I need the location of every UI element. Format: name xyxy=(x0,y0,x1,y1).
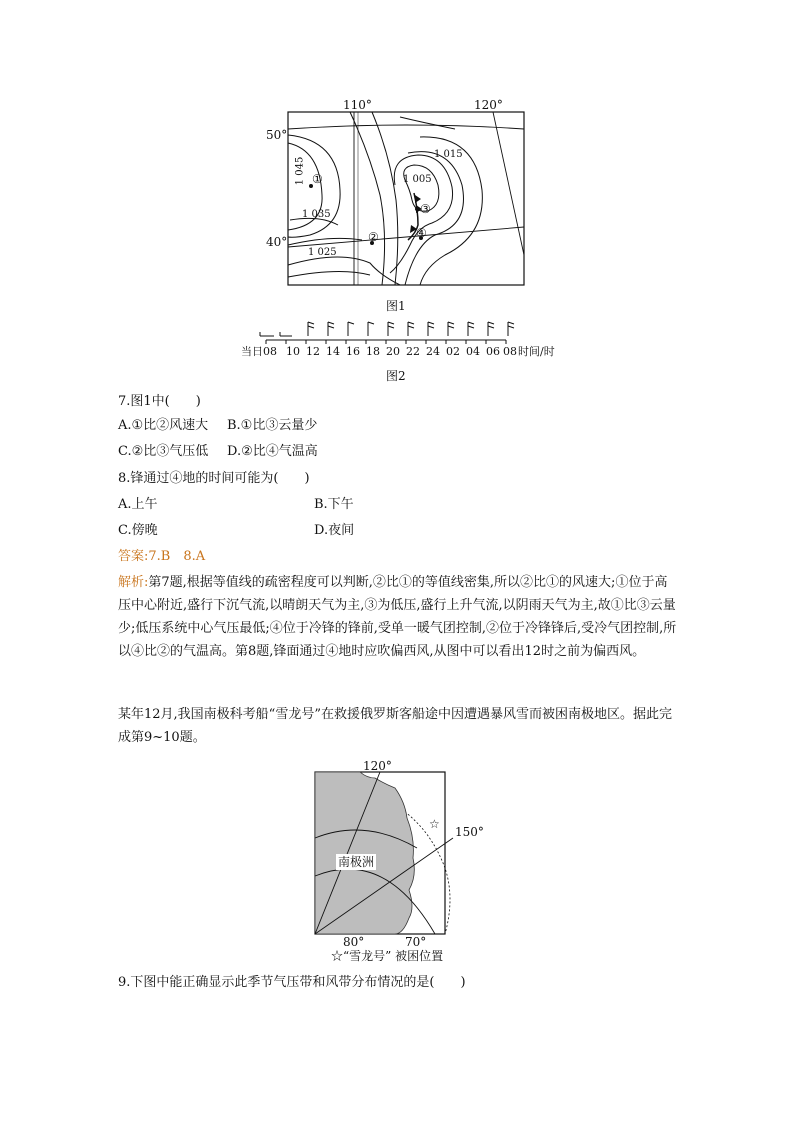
intro-paragraph: 某年12月,我国南极科考船“雪龙号”在救援俄罗斯客船途中因遭遇暴风雪而被困南极地区。据此完成第9~10题。 xyxy=(118,707,672,745)
q7-option-b[interactable]: B.①比③云量少 xyxy=(227,418,318,433)
axis-unit-label: 时间/时 xyxy=(518,345,555,358)
map-legend: ☆“雪龙号” 被困位置 xyxy=(331,949,444,963)
lon-label-150: 150° xyxy=(455,825,484,839)
figure3 xyxy=(305,758,485,968)
isobar-label: 1 035 xyxy=(302,209,331,220)
tick-label: 04 xyxy=(466,345,480,358)
answer-line: 答案:7.B 8.A xyxy=(118,549,206,564)
isobar-label: 1 025 xyxy=(308,247,337,258)
region-label: 南极洲 xyxy=(338,855,375,869)
figure2-caption: 图2 xyxy=(386,369,406,383)
tick-label: 16 xyxy=(346,345,360,358)
analysis-paragraph xyxy=(118,571,678,663)
q9-stem: 9.下图中能正确显示此季节气压带和风带分布情况的是( ) xyxy=(118,975,466,990)
wind-barbs-west xyxy=(260,332,292,336)
q8-option-d[interactable]: D.夜间 xyxy=(314,523,355,538)
tick-label: 24 xyxy=(426,345,440,358)
q8-stem: 8.锋通过④地的时间可能为( ) xyxy=(118,471,310,486)
lon-label-120: 120° xyxy=(474,98,503,112)
lat-label-50: 50° xyxy=(266,128,288,142)
q7-stem: 7.图1中( ) xyxy=(118,394,201,409)
ship-star-icon: ☆ xyxy=(429,817,440,831)
figure1-caption: 图1 xyxy=(386,299,406,313)
tick-label: 20 xyxy=(386,345,400,358)
point-label-2: ② xyxy=(368,230,379,244)
point-label-4: ④ xyxy=(416,226,427,240)
lat-label-40: 40° xyxy=(266,235,288,249)
point-label-3: ③ xyxy=(420,202,431,216)
analysis-label: 解析: xyxy=(118,575,149,590)
q8-option-b[interactable]: B.下午 xyxy=(314,497,354,512)
q8-option-c[interactable]: C.傍晚 xyxy=(118,523,158,538)
tick-label: 22 xyxy=(406,345,420,358)
q7-option-a[interactable]: A.①比②风速大 xyxy=(118,418,209,433)
figure1 xyxy=(250,95,540,295)
analysis-text: 第7题,根据等值线的疏密程度可以判断,②比①的等值线密集,所以②比①的风速大;①位于高压中心附近,盛行下沉气流,以晴朗天气为主,③为低压,盛行上升气流,以阴雨天气为主,故①比③云量少;低压系统中心气压最低;④位于冷锋的锋前,受单一暖气团控制,②位于冷锋锋后,受冷气团控制,所以④比②的气温高。第8题,锋面通过④地时应吹偏西风,从图中可以看出12时之前为偏西风。 xyxy=(118,575,677,659)
isobar-label: 1 015 xyxy=(434,149,463,160)
wind-barbs-north xyxy=(308,322,514,336)
lon-label-120: 120° xyxy=(363,759,392,773)
q7-option-c[interactable]: C.②比③气压低 xyxy=(118,444,209,459)
lon-label-110: 110° xyxy=(343,98,372,112)
axis-start-label: 当日08 xyxy=(241,345,277,358)
tick-label: 08 xyxy=(503,345,517,358)
isobar-label: 1 005 xyxy=(403,174,432,185)
q8-option-a[interactable]: A.上午 xyxy=(118,497,158,512)
continent-shape xyxy=(315,772,414,934)
figure2 xyxy=(241,316,564,364)
point-label-1: ① xyxy=(312,172,323,186)
tick-label: 10 xyxy=(286,345,300,358)
tick-label: 02 xyxy=(446,345,460,358)
lon-label-80: 80° xyxy=(343,935,365,949)
point-dot-3 xyxy=(415,207,419,211)
tick-label: 14 xyxy=(326,345,340,358)
isobar-label: 1 045 xyxy=(294,156,306,186)
tick-label: 06 xyxy=(486,345,500,358)
lon-label-70: 70° xyxy=(405,935,427,949)
antarctica-map xyxy=(305,758,485,938)
q7-option-d[interactable]: D.②比④气温高 xyxy=(227,444,318,459)
tick-label: 18 xyxy=(366,345,380,358)
isobar-map xyxy=(250,95,540,295)
tick-label: 12 xyxy=(306,345,320,358)
